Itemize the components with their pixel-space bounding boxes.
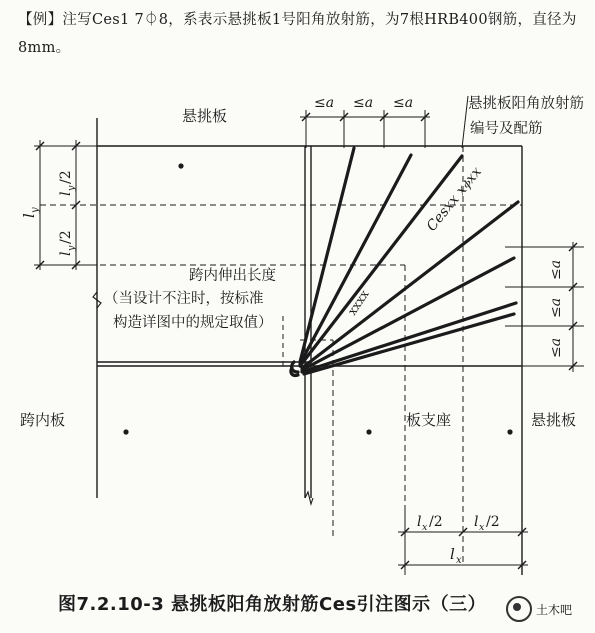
svg-text:x: x xyxy=(422,522,428,533)
figure-caption: 图7.2.10-3 悬挑板阳角放射筋Ces引注图示（三） xyxy=(58,594,487,615)
svg-text:/2: /2 xyxy=(486,514,500,530)
note-line1: 跨内伸出长度 xyxy=(189,268,276,284)
svg-text:l: l xyxy=(417,514,422,530)
callout-line1: 悬挑板阳角放射筋 xyxy=(468,96,584,112)
spacing-top-2: ≤a xyxy=(353,95,374,111)
watermark-logo-icon xyxy=(506,596,532,622)
svg-text:l: l xyxy=(58,251,74,256)
watermark-text: 土木吧 xyxy=(536,602,573,617)
point-cantilever-top xyxy=(178,163,183,168)
label-ly-half-top xyxy=(58,170,77,196)
label-ly xyxy=(20,207,41,218)
spacing-right-2: ≤a xyxy=(548,297,564,318)
point-cantilever-right xyxy=(507,429,512,434)
bar-xxxx: xxxx xyxy=(344,287,372,318)
label-ly-half-bottom xyxy=(58,230,77,256)
spacing-top-1: ≤a xyxy=(314,95,335,111)
label-lx-half-2 xyxy=(474,514,500,533)
spacing-right-1: ≤a xyxy=(548,259,564,280)
label-span-slab: 跨内板 xyxy=(20,411,66,429)
bar-label: Cesxx xⲫxx xyxy=(423,164,485,235)
watermark xyxy=(506,594,590,624)
label-support: 板支座 xyxy=(406,411,452,429)
svg-text:l: l xyxy=(450,545,455,563)
label-cantilever-top: 悬挑板 xyxy=(182,107,228,125)
svg-text:l: l xyxy=(58,191,74,196)
svg-text:y: y xyxy=(66,245,77,251)
label-lx-half-1 xyxy=(417,514,443,533)
svg-text:x: x xyxy=(479,522,485,533)
svg-text:/2: /2 xyxy=(58,230,74,244)
svg-text:l: l xyxy=(20,213,38,218)
svg-text:l: l xyxy=(474,514,479,530)
svg-text:/2: /2 xyxy=(58,170,74,184)
note-line3: 构造详图中的规定取值） xyxy=(113,315,273,331)
svg-text:y: y xyxy=(30,207,41,213)
radial-bars xyxy=(291,148,518,375)
label-cantilever-right: 悬挑板 xyxy=(531,411,577,429)
note-line2: （当设计不注时，按标准 xyxy=(104,291,264,307)
label-lx xyxy=(450,545,462,566)
example-text: 【例】注写Ces1 7⏀8，系表示悬挑板1号阳角放射筋，为7根HRB400钢筋，直径为8mm。 xyxy=(18,12,577,56)
spacing-top-3: ≤a xyxy=(393,95,414,111)
callout-line2: 编号及配筋 xyxy=(470,121,543,137)
svg-text:y: y xyxy=(66,185,77,191)
svg-text:/2: /2 xyxy=(429,514,443,530)
break-mark-bottom xyxy=(305,492,313,504)
point-span-slab xyxy=(123,429,128,434)
spacing-right-3: ≤a xyxy=(548,337,564,358)
point-support xyxy=(366,429,371,434)
svg-text:x: x xyxy=(456,555,462,566)
